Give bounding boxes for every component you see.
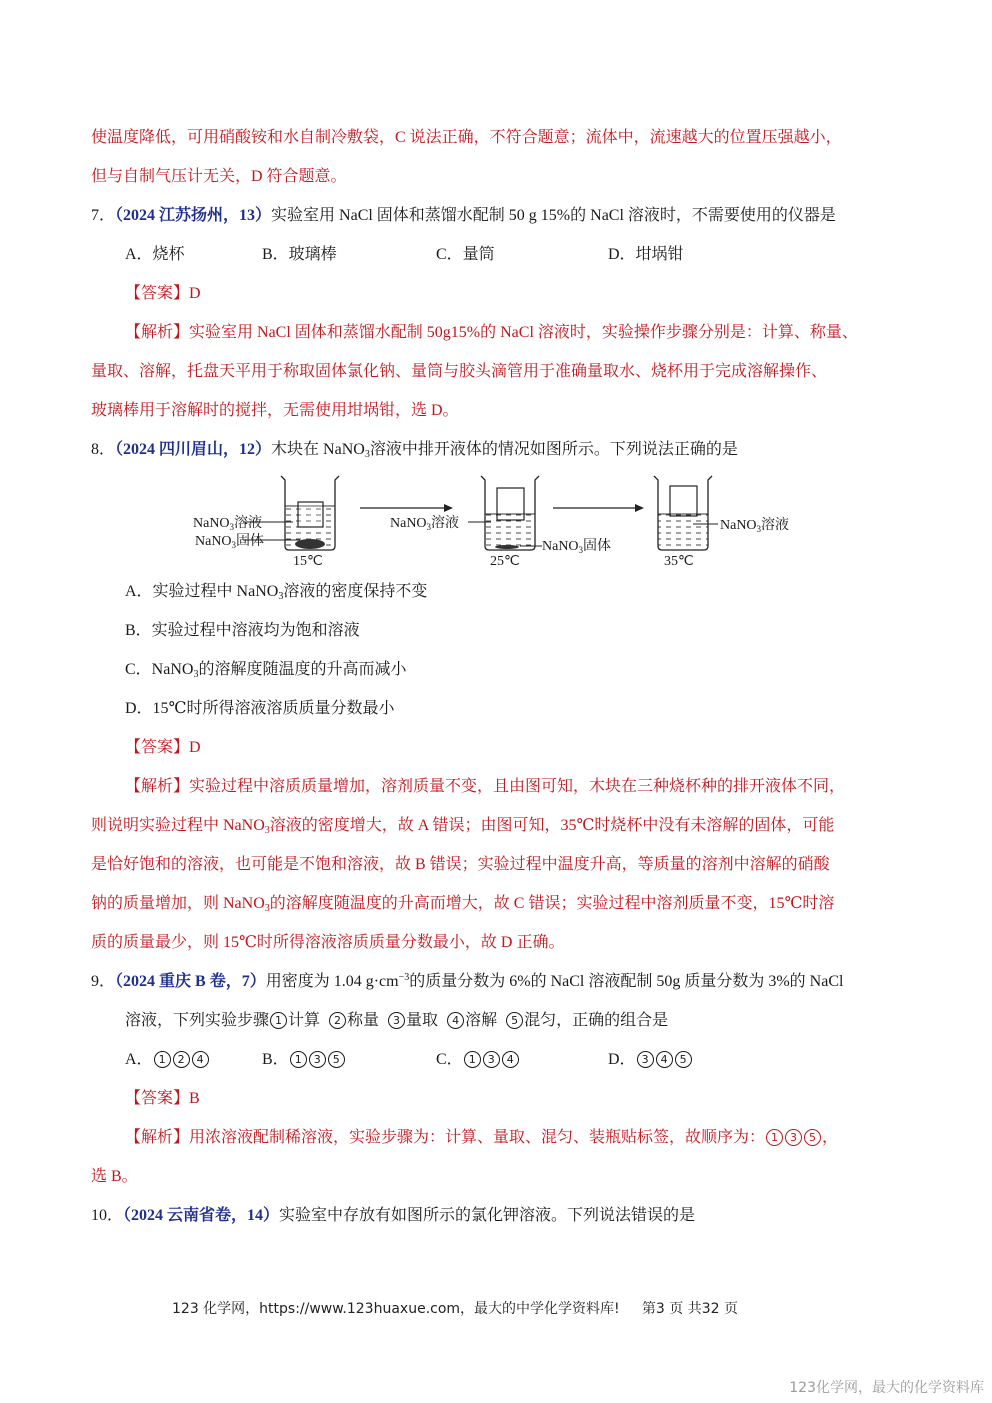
circled-number: 4 <box>192 1051 209 1068</box>
q7-option-b: B．玻璃棒 <box>262 246 337 263</box>
q9-option-a <box>125 1050 210 1070</box>
step-text: 溶解 <box>465 1012 498 1029</box>
q9-analysis-line-1 <box>125 1128 838 1148</box>
subscript: 3 <box>264 903 270 914</box>
option-label: D． <box>608 1051 636 1068</box>
analysis-text: 溶液的密度增大，故 A 错误；由图可知，35℃时烧杯中没有未溶解的固体，可能 <box>269 817 835 834</box>
answer-label: 【答案】 <box>125 1090 190 1107</box>
question-9-stem-2 <box>125 1011 668 1031</box>
option-text: 的溶解度随温度的升高而减小 <box>198 661 407 678</box>
wood-block <box>670 486 697 516</box>
label-solution: NaNO$_3$溶液 <box>390 516 460 532</box>
q8-analysis-line-3: 是恰好饱和的溶液，也可能是不饱和溶液，故 B 错误；实验过程中温度升高，等质量的溶剂中溶解的硝酸 <box>91 856 830 873</box>
prev-analysis-line-1: 使温度降低，可用硝酸铵和水自制冷敷袋，C 说法正确，不符合题意；流体中，流速越大的位置压强越小， <box>91 129 842 146</box>
question-number: 8． <box>91 441 116 458</box>
label-solution: NaNO$_3$溶液 <box>720 518 790 534</box>
temp-15c: 15℃ <box>293 554 323 569</box>
step-text: 混匀 <box>524 1012 557 1029</box>
page-number: 第3 页 共32 页 <box>641 1301 738 1317</box>
analysis-label: 【解析】 <box>125 324 190 341</box>
circled-number: 4 <box>447 1012 464 1029</box>
circled-number: 3 <box>388 1012 405 1029</box>
question-text: 溶液中排开液体的情况如图所示。下列说法正确的是 <box>369 441 738 458</box>
q8-analysis-line-2 <box>91 816 834 836</box>
question-text: 实验室中存放有如图所示的氯化钾溶液。下列说法错误的是 <box>279 1207 696 1224</box>
page-footer <box>172 1298 738 1318</box>
q7-option-a: A．烧杯 <box>125 246 185 263</box>
beaker-diagram <box>185 470 825 570</box>
question-text: 木块在 NaNO <box>271 441 365 458</box>
analysis-text: ， <box>822 1129 839 1146</box>
circled-number: 1 <box>154 1051 171 1068</box>
answer-label: 【答案】 <box>125 739 190 756</box>
circled-number: 3 <box>309 1051 326 1068</box>
beaker-25c <box>468 476 542 550</box>
analysis-text: 则说明实验过程中 NaNO <box>91 817 265 834</box>
label-solution: NaNO$_3$溶液 <box>193 516 263 532</box>
option-text: A．实验过程中 NaNO <box>125 583 279 600</box>
question-text: 实验室用 NaCl 固体和蒸馏水配制 50 g 15%的 NaCl 溶液时，不需要使用的仪器是 <box>271 207 836 224</box>
superscript: −3 <box>398 972 410 983</box>
q9-analysis-line-2: 选 B。 <box>91 1168 138 1185</box>
q8-option-a <box>125 582 427 602</box>
question-source: （2024 云南省卷，14） <box>123 1207 280 1224</box>
question-number: 9． <box>91 973 116 990</box>
answer-value: D <box>189 739 201 756</box>
answer-value: B <box>189 1090 200 1107</box>
temp-35c: 35℃ <box>664 554 694 569</box>
step-text: 称量 <box>347 1012 380 1029</box>
question-source: （2024 重庆 B 卷，7） <box>115 973 266 990</box>
circled-number: 5 <box>675 1051 692 1068</box>
circled-number: 3 <box>785 1129 802 1146</box>
question-text: ，正确的组合是 <box>556 1012 669 1029</box>
subscript: 3 <box>364 449 370 460</box>
circled-number: 2 <box>329 1012 346 1029</box>
q9-answer <box>125 1089 200 1109</box>
temp-25c: 25℃ <box>490 554 520 569</box>
option-text: C．NaNO <box>125 661 194 678</box>
wood-block <box>298 502 323 527</box>
analysis-text: 实验室用 NaCl 固体和蒸馏水配制 50g15%的 NaCl 溶液时，实验操作步骤分别是：计算、称量、 <box>189 324 858 341</box>
question-number: 7． <box>91 207 116 224</box>
subscript: 3 <box>193 669 199 680</box>
step-text: 计算 <box>288 1012 321 1029</box>
answer-label: 【答案】 <box>125 285 190 302</box>
q7-option-c: C．量筒 <box>436 246 495 263</box>
analysis-text: 的溶解度随温度的升高而增大，故 C 错误；实验过程中溶剂质量不变，15℃时溶 <box>269 895 835 912</box>
analysis-text: 实验过程中溶质质量增加，溶剂质量不变，且由图可知，木块在三种烧杯种的排开液体不同， <box>189 778 846 795</box>
prev-analysis-line-2: 但与自制气压计无关，D 符合题意。 <box>91 168 347 185</box>
option-label: B． <box>262 1051 289 1068</box>
q8-analysis-line-5: 质的质量最少，则 15℃时所得溶液溶质质量分数最小，故 D 正确。 <box>91 934 565 951</box>
q9-option-b <box>262 1050 346 1070</box>
circled-number: 3 <box>483 1051 500 1068</box>
circled-number: 1 <box>290 1051 307 1068</box>
option-text: B．实验过程中溶液均为饱和溶液 <box>125 622 360 639</box>
question-text: 用密度为 1.04 g·cm <box>265 973 399 990</box>
circled-number: 3 <box>637 1051 654 1068</box>
answer-value: D <box>189 285 201 302</box>
circled-number: 4 <box>656 1051 673 1068</box>
arrow-1-head <box>444 504 453 512</box>
q8-option-c <box>125 660 406 680</box>
question-9-stem <box>91 972 843 992</box>
q8-answer <box>125 738 201 758</box>
arrow-2-head <box>635 504 644 512</box>
footer-site-text: 123 化学网，https://www.123huaxue.com，最大的中学化学资料库! <box>172 1301 620 1317</box>
analysis-text: 用浓溶液配制稀溶液，实验步骤为：计算、量取、混匀、装瓶贴标签，故顺序为： <box>189 1129 766 1146</box>
q7-analysis-line-1 <box>125 323 858 343</box>
circled-number: 5 <box>328 1051 345 1068</box>
q7-analysis-line-2: 量取、溶解，托盘天平用于称取固体氯化钠、量筒与胶头滴管用于准确量取水、烧杯用于完成溶解操作、 <box>91 363 828 380</box>
circled-number: 2 <box>173 1051 190 1068</box>
step-text: 量取 <box>406 1012 439 1029</box>
question-source: （2024 四川眉山，12） <box>115 441 272 458</box>
watermark: 123化学网，最大的化学资料库 <box>789 1380 984 1396</box>
q7-analysis-line-3: 玻璃棒用于溶解时的搅拌，无需使用坩埚钳，选 D。 <box>91 402 459 419</box>
label-solid: NaNO$_3$固体 <box>195 534 265 550</box>
analysis-text: 钠的质量增加，则 NaNO <box>91 895 265 912</box>
question-10-stem <box>91 1206 695 1226</box>
circled-number: 1 <box>270 1012 287 1029</box>
q8-analysis-line-4 <box>91 894 834 914</box>
circled-number: 5 <box>804 1129 821 1146</box>
analysis-label: 【解析】 <box>125 1129 190 1146</box>
q8-analysis-line-1 <box>125 777 845 797</box>
question-7-stem <box>91 206 836 226</box>
circled-number: 1 <box>464 1051 481 1068</box>
q9-option-d <box>608 1050 693 1070</box>
q9-option-c <box>436 1050 520 1070</box>
subscript: 3 <box>278 591 284 602</box>
question-source: （2024 江苏扬州，13） <box>115 207 272 224</box>
option-label: A． <box>125 1051 153 1068</box>
circled-number: 5 <box>506 1012 523 1029</box>
analysis-label: 【解析】 <box>125 778 190 795</box>
option-text: D．15℃时所得溶液溶质质量分数最小 <box>125 700 395 717</box>
q7-option-d: D．坩埚钳 <box>608 246 684 263</box>
option-label: C． <box>436 1051 463 1068</box>
beaker-35c <box>654 476 718 550</box>
question-number: 10． <box>91 1207 124 1224</box>
q7-answer <box>125 284 201 304</box>
question-text: 的质量分数为 6%的 NaCl 溶液配制 50g 质量分数为 3%的 NaCl <box>409 973 844 990</box>
question-text: 溶液，下列实验步骤 <box>125 1012 270 1029</box>
circled-number: 1 <box>766 1129 783 1146</box>
q8-option-d <box>125 699 394 719</box>
nano3-solid <box>495 545 519 549</box>
label-solid: NaNO$_3$固体 <box>542 539 612 555</box>
subscript: 3 <box>264 825 270 836</box>
q8-option-b <box>125 621 360 641</box>
option-text: 溶液的密度保持不变 <box>283 583 428 600</box>
question-8-stem <box>91 440 738 460</box>
circled-number: 4 <box>502 1051 519 1068</box>
